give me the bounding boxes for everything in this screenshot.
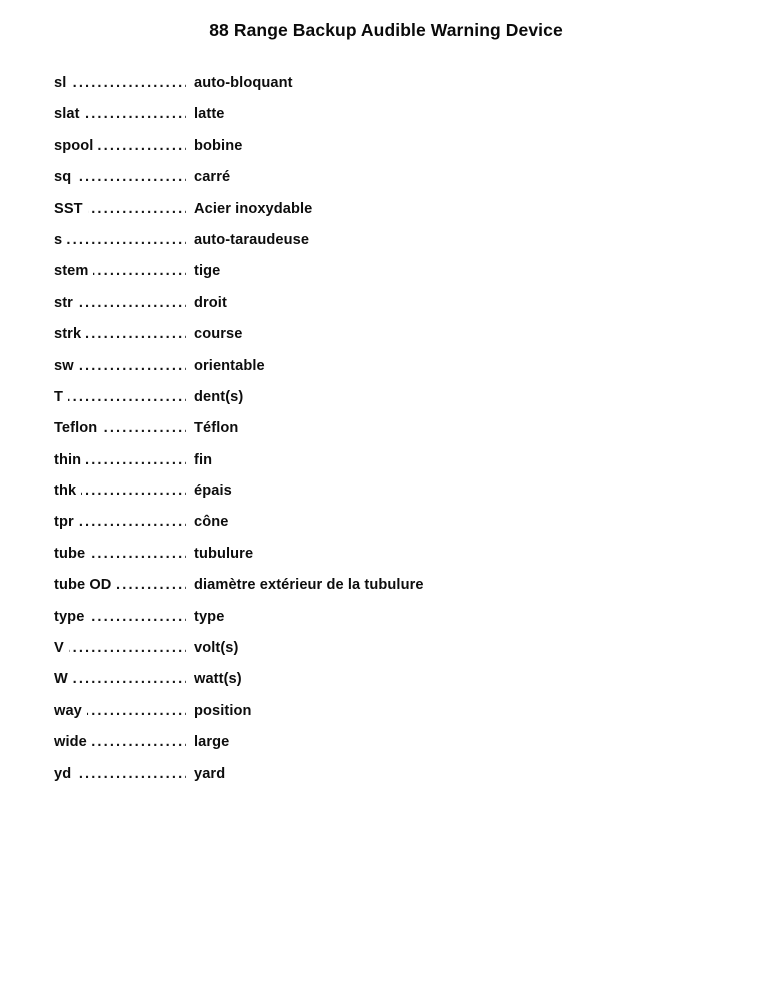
- glossary-definition: course: [192, 319, 242, 350]
- dot-leader-mask: [186, 256, 772, 287]
- glossary-definition: dent(s): [192, 382, 243, 413]
- glossary-entry: [0, 476, 772, 507]
- glossary-definition: épais: [192, 476, 232, 507]
- glossary-definition: position: [192, 696, 252, 727]
- glossary-entry: [0, 351, 772, 382]
- dot-leader-mask: [186, 131, 772, 162]
- glossary-entry: [0, 162, 772, 193]
- glossary-entry: [0, 633, 772, 664]
- glossary-entry: [0, 68, 772, 99]
- glossary-term: T: [54, 382, 68, 413]
- glossary-entry: [0, 194, 772, 225]
- glossary-term: tpr: [54, 507, 79, 538]
- glossary-definition: latte: [192, 99, 225, 130]
- glossary-definition: volt(s): [192, 633, 238, 664]
- glossary-term: sl: [54, 68, 71, 99]
- glossary-entry: [0, 413, 772, 444]
- glossary-term: spool: [54, 131, 98, 162]
- glossary-term: thk: [54, 476, 81, 507]
- glossary-definition: tubulure: [192, 539, 253, 570]
- glossary-entry: [0, 256, 772, 287]
- glossary-definition: Téflon: [192, 413, 238, 444]
- glossary-term: sq: [54, 162, 76, 193]
- glossary-term: type: [54, 602, 89, 633]
- dot-leader-mask: [186, 539, 772, 570]
- glossary-entry: [0, 288, 772, 319]
- glossary-term: V: [54, 633, 69, 664]
- glossary-term: way: [54, 696, 87, 727]
- dot-leader-mask: [186, 99, 772, 130]
- glossary-definition: large: [192, 727, 229, 758]
- glossary-entry: [0, 319, 772, 350]
- glossary-definition: orientable: [192, 351, 265, 382]
- glossary-term: sw: [54, 351, 79, 382]
- dot-leader-mask: [186, 696, 772, 727]
- glossary-entry: [0, 727, 772, 758]
- glossary-definition: cône: [192, 507, 228, 538]
- glossary-definition: diamètre extérieur de la tubulure: [192, 570, 424, 601]
- dot-leader-mask: [186, 664, 772, 695]
- glossary-term: yd: [54, 759, 76, 790]
- glossary-definition: carré: [192, 162, 230, 193]
- glossary-entry: [0, 131, 772, 162]
- glossary-definition: Acier inoxydable: [192, 194, 312, 225]
- glossary-list: [0, 68, 772, 790]
- glossary-term: tube OD: [54, 570, 116, 601]
- dot-leader-mask: [186, 319, 772, 350]
- dot-leader-mask: [186, 162, 772, 193]
- dot-leader-mask: [186, 382, 772, 413]
- glossary-term: slat: [54, 99, 85, 130]
- glossary-definition: bobine: [192, 131, 242, 162]
- glossary-entry: [0, 507, 772, 538]
- dot-leader-mask: [186, 351, 772, 382]
- glossary-term: str: [54, 288, 78, 319]
- dot-leader-mask: [186, 445, 772, 476]
- glossary-definition: watt(s): [192, 664, 242, 695]
- glossary-entry: [0, 445, 772, 476]
- glossary-term: thin: [54, 445, 86, 476]
- glossary-entry: [0, 759, 772, 790]
- glossary-term: W: [54, 664, 73, 695]
- glossary-term: Teflon: [54, 413, 102, 444]
- glossary-definition: auto-taraudeuse: [192, 225, 309, 256]
- glossary-term: wide: [54, 727, 92, 758]
- glossary-term: stem: [54, 256, 93, 287]
- glossary-definition: fin: [192, 445, 212, 476]
- glossary-term: tube: [54, 539, 90, 570]
- glossary-entry: [0, 539, 772, 570]
- glossary-entry: [0, 664, 772, 695]
- glossary-definition: droit: [192, 288, 227, 319]
- glossary-term: strk: [54, 319, 86, 350]
- glossary-definition: type: [192, 602, 224, 633]
- glossary-entry: [0, 570, 772, 601]
- glossary-term: SST: [54, 194, 88, 225]
- dot-leader-mask: [186, 476, 772, 507]
- glossary-term: s: [54, 225, 67, 256]
- glossary-definition: yard: [192, 759, 225, 790]
- glossary-entry: [0, 225, 772, 256]
- dot-leader-mask: [186, 759, 772, 790]
- glossary-entry: [0, 696, 772, 727]
- dot-leader-mask: [186, 288, 772, 319]
- glossary-definition: auto-bloquant: [192, 68, 293, 99]
- glossary-definition: tige: [192, 256, 220, 287]
- glossary-entry: [0, 99, 772, 130]
- dot-leader-mask: [186, 602, 772, 633]
- glossary-entry: [0, 602, 772, 633]
- dot-leader-mask: [186, 727, 772, 758]
- dot-leader-mask: [186, 413, 772, 444]
- glossary-entry: [0, 382, 772, 413]
- dot-leader-mask: [186, 633, 772, 664]
- page-title: 88 Range Backup Audible Warning Device: [209, 20, 563, 40]
- dot-leader-mask: [186, 507, 772, 538]
